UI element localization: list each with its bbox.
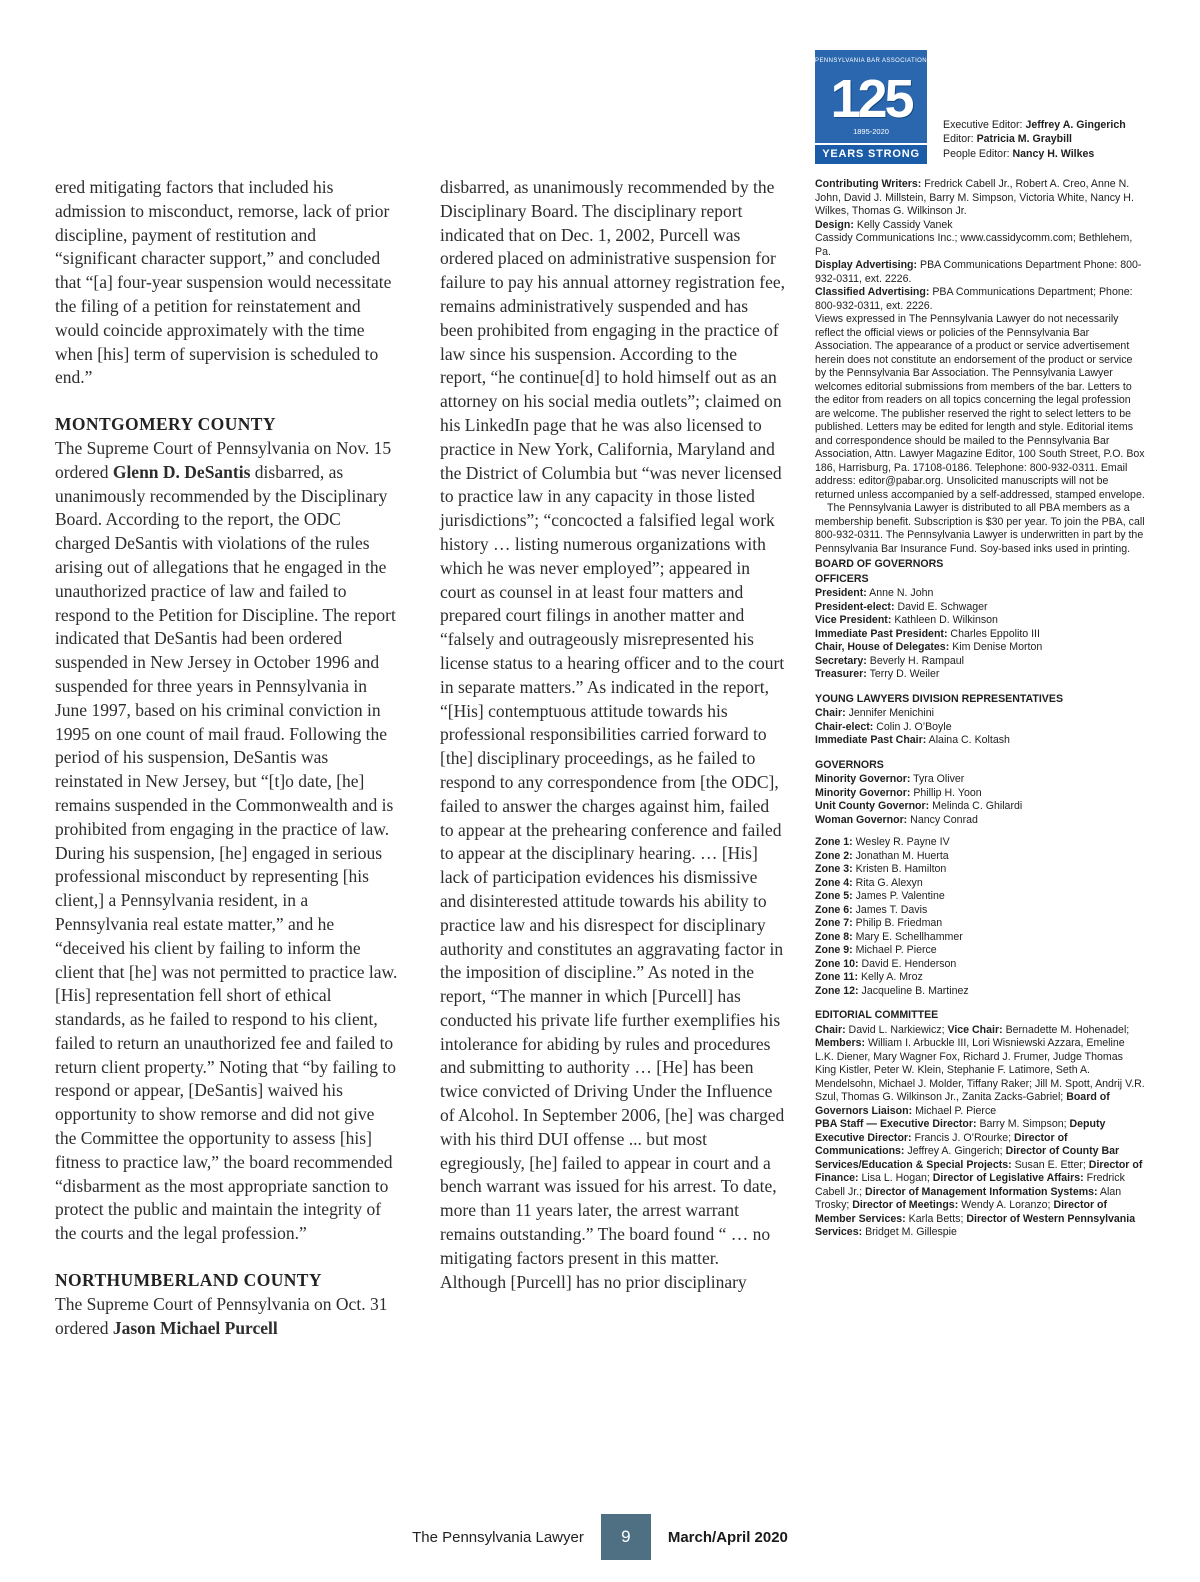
- officer-entry: [815, 655, 1145, 669]
- governor-name: Phillip H. Yoon: [913, 786, 982, 799]
- officer-title: President:: [815, 587, 867, 599]
- zone-entry: [815, 863, 1145, 877]
- yld-entry: [815, 734, 1145, 748]
- section-heading-northumberland: NORTHUMBERLAND COUNTY: [55, 1270, 322, 1291]
- governor-name: Tyra Oliver: [913, 773, 965, 785]
- editorial-committee-list: Chair: David L. Narkiewicz; Vice Chair: Bernadette M. Hohenadel; Members: William I. Arbuckle III, Lori Wisniewski Azzara, Emeline L.K. Diener, Mary Wagner Fox, Richard J. Frumer, Judge Thomas King Kistler, Peter W. Klein, Stephanie F. Latimore, Seth A. Mendelsohn, Michael J. Molder, Tiffany Raker; Jill M. Spott, Andrij V.R. Szul, Thomas G. Wilkinson Jr., Zanita Zacks-Gabriel; Board of Governors Liaison: Michael P. Pierce: [815, 1023, 1145, 1117]
- governor-entry: [815, 800, 1145, 814]
- classified-advertising: [815, 286, 1145, 313]
- officer-entry: [815, 668, 1145, 682]
- editorial-committee-heading: EDITORIAL COMMITTEE: [815, 1009, 939, 1021]
- display-advertising: [815, 259, 1145, 286]
- paragraph-text: The Supreme Court of Pennsylvania on Oct. 31 ordered: [55, 1293, 388, 1338]
- zone-entry: [815, 944, 1145, 958]
- editor-line: [943, 133, 1126, 147]
- zone-name: James T. Davis: [855, 903, 928, 916]
- classified-advertising-text: PBA Communications Department; Phone: 800-932-0311, ext. 2226.: [815, 286, 1133, 312]
- yld-title: Immediate Past Chair:: [815, 734, 927, 746]
- design-name: Kelly Cassidy Vanek: [856, 218, 953, 231]
- display-advertising-text: PBA Communications Department Phone: 800-932-0311, ext. 2226.: [815, 259, 1142, 285]
- zone-label: Zone 11:: [815, 971, 858, 983]
- officer-name: Kim Denise Morton: [952, 641, 1043, 653]
- officer-name: David E. Schwager: [897, 600, 988, 613]
- design-label: Design:: [815, 218, 854, 231]
- zone-label: Zone 5:: [815, 890, 853, 902]
- article-paragraph-northumberland: [55, 1293, 400, 1341]
- zone-label: Zone 1:: [815, 836, 853, 848]
- logo-tagline: YEARS STRONG: [815, 143, 927, 165]
- article-paragraph-montgomery: [55, 437, 400, 1246]
- logo-org-name: PENNSYLVANIA BAR ASSOCIATION: [815, 58, 927, 64]
- governor-title: Minority Governor:: [815, 773, 911, 785]
- zone-name: David E. Henderson: [861, 957, 957, 970]
- zone-entry: [815, 836, 1145, 850]
- paragraph-text: disbarred, as unanimously recommended by the Disciplinary Board. According to the report, the ODC charged DeSantis with violations of the rules arising out of allegations that he engaged in the unauthorized practice of law and failed to respond to the Petition for Discipline. The report indicated that DeSantis had been ordered suspended in New Jersey in October 1996 and suspended for three years in Pennsylvania in June 1997, based on his criminal conviction in 1995 on one count of mail fraud. Following the period of his suspension, DeSantis was reinstated in New Jersey, but “[t]o date, [he] remains suspended in the Commonwealth and is prohibited from engaging in the practice of law. During his suspension, [he] engaged in serious professional misconduct by representing [his client,] a Pennsylvania resident, in a Pennsylvania real estate matter,” and he “deceived his client by failing to inform the client that [he] was not permitted to practice law. [His] representation fell short of ethical standards, as he failed to respond to his client, failed to return an unauthorized fee and failed to return client property.” Noting that “by failing to respond or appear, [DeSantis] waived his opportunity to show remorse and did not give the Committee the opportunity to assess [his] fitness to practice law,” the board recommended “disbarment as the most appropriate sanction to protect the public and maintain the integrity of the courts and the legal profession.”: [55, 461, 398, 1244]
- editor-name: Jeffrey A. Gingerich: [1025, 118, 1126, 131]
- pba-125-anniversary-logo: [815, 50, 927, 164]
- governor-name: Melinda C. Ghilardi: [932, 800, 1023, 812]
- zone-label: Zone 8:: [815, 930, 853, 943]
- zone-name: Kelly A. Mroz: [860, 971, 923, 983]
- page-number-badge: 9: [601, 1514, 651, 1560]
- officer-title: Chair, House of Delegates:: [815, 641, 950, 653]
- zone-label: Zone 6:: [815, 903, 853, 916]
- paragraph-text: The Supreme Court of Pennsylvania on Nov. 15 ordered: [55, 437, 392, 482]
- governor-entry: [815, 787, 1145, 801]
- editor-line: [943, 119, 1126, 133]
- masthead-sidebar: [815, 50, 1145, 1240]
- officer-name: Beverly H. Rampaul: [869, 654, 964, 667]
- logo-years: 1895-2020: [853, 126, 889, 136]
- masthead-top: [815, 50, 1145, 164]
- zone-entry: [815, 877, 1145, 891]
- officer-entry: [815, 628, 1145, 642]
- zone-label: Zone 3:: [815, 863, 853, 875]
- zone-label: Zone 12:: [815, 984, 859, 997]
- page-footer: [0, 1514, 1200, 1560]
- subscription-paragraph: The Pennsylvania Lawyer is distributed to all PBA members as a membership benefit. Subscription is $30 per year. To join the PBA, call 800-932-0311. The Pennsylvania Lawyer is underwritten in part by the Pennsylvania Bar Insurance Fund. Soy-based inks used in printing.: [815, 502, 1145, 555]
- zone-name: Wesley R. Payne IV: [855, 836, 950, 848]
- officer-name: Anne N. John: [869, 587, 934, 599]
- governors-heading: GOVERNORS: [815, 758, 884, 771]
- officer-name: Charles Eppolito III: [950, 627, 1040, 640]
- contributing-writers-label: Contributing Writers:: [815, 178, 922, 190]
- yld-heading: YOUNG LAWYERS DIVISION REPRESENTATIVES: [815, 692, 1064, 705]
- zone-label: Zone 10:: [815, 957, 859, 970]
- zone-name: Rita G. Alexyn: [855, 876, 923, 889]
- editor-label: Executive Editor:: [943, 118, 1023, 131]
- zone-name: Philip B. Friedman: [855, 917, 943, 929]
- zone-label: Zone 4:: [815, 876, 853, 889]
- zone-name: Mary E. Schellhammer: [855, 930, 963, 943]
- zone-entry: [815, 917, 1145, 931]
- editor-label: Editor:: [943, 133, 974, 145]
- left-column: [55, 176, 400, 1340]
- issue-date: March/April 2020: [667, 1528, 788, 1546]
- display-advertising-label: Display Advertising:: [815, 259, 918, 271]
- officer-entry: [815, 641, 1145, 655]
- officer-title: President-elect:: [815, 600, 895, 613]
- zone-label: Zone 2:: [815, 849, 853, 862]
- zone-name: Jonathan M. Huerta: [855, 849, 949, 862]
- editor-label: People Editor:: [943, 147, 1010, 160]
- governor-title: Minority Governor:: [815, 786, 911, 799]
- zone-label: Zone 9:: [815, 944, 853, 956]
- yld-title: Chair-elect:: [815, 720, 874, 733]
- board-of-governors-heading: BOARD OF GOVERNORS: [815, 558, 944, 570]
- zone-name: Michael P. Pierce: [855, 944, 937, 956]
- middle-column: [440, 176, 785, 1340]
- design-credit: [815, 219, 1145, 260]
- editor-line: [943, 148, 1126, 162]
- officer-entry: [815, 614, 1145, 628]
- journal-name: The Pennsylvania Lawyer: [412, 1528, 584, 1546]
- zones-list: [815, 836, 1145, 998]
- officer-title: Treasurer:: [815, 668, 867, 680]
- zone-name: James P. Valentine: [855, 890, 945, 902]
- disclaimer-paragraph: Views expressed in The Pennsylvania Lawyer do not necessarily reflect the official views or policies of the Pennsylvania Bar Association. The appearance of a product or service advertisement herein does not constitute an endorsement of the product or service by the Pennsylvania Bar Association. The Pennsylvania Lawyer welcomes editorial submissions from members of the bar. Letters to the editor from readers on all topics concerning the legal profession are welcome. The publisher reserved the right to select letters to be published. Letters may be edited for length and style. Editorial items and correspondence should be mailed to the Pennsylvania Bar Association, Attn. Lawyer Magazine Editor, 100 South Street, P.O. Box 186, Harrisburg, Pa. 17108-0186. Telephone: 800-932-0311. Email address: editor@pabar.org. Unsolicited manuscripts will not be returned unless accompanied by a self-addressed, stamped envelope.: [815, 313, 1145, 501]
- zone-entry: [815, 931, 1145, 945]
- officer-title: Immediate Past President:: [815, 627, 948, 640]
- governor-title: Unit County Governor:: [815, 800, 930, 812]
- zone-entry: [815, 890, 1145, 904]
- contributing-writers: [815, 178, 1145, 219]
- yld-name: Jennifer Menichini: [848, 707, 934, 719]
- officer-title: Secretary:: [815, 654, 867, 667]
- zone-name: Jacqueline B. Martinez: [861, 984, 969, 997]
- yld-entry: [815, 721, 1145, 735]
- governor-entry: [815, 814, 1145, 828]
- yld-name: Colin J. O’Boyle: [876, 720, 952, 733]
- contributing-writers-list: Fredrick Cabell Jr., Robert A. Creo, Anne N. John, David J. Millstein, Barry M. Simpson, Victoria White, Nancy H. Wilkes, Thomas G. Wilkinson Jr.: [815, 178, 1134, 217]
- governor-entry: [815, 773, 1145, 787]
- governor-name: Nancy Conrad: [910, 813, 978, 826]
- officer-entry: [815, 587, 1145, 601]
- pba-staff-list: PBA Staff — Executive Director: Barry M. Simpson; Deputy Executive Director: Francis J. O’Rourke; Director of Communications: Jeffrey A. Gingerich; Director of County Bar Services/Education & Special Projects: Susan E. Etter; Director of Finance: Lisa L. Hogan; Director of Legislative Affairs: Fredrick Cabell Jr.; Director of Management Information Systems: Alan Trosky; Director of Meetings: Wendy A. Loranzo; Director of Member Services: Karla Betts; Director of Western Pennsylvania Services: Bridget M. Gillespie: [815, 1118, 1143, 1238]
- respondent-name: Glenn D. DeSantis: [112, 461, 251, 482]
- article-paragraph-purcell: disbarred, as unanimously recommended by the Disciplinary Board. The disciplinary report indicated that on Dec. 1, 2002, Purcell was ordered placed on administrative suspension for failure to pay his annual attorney registration fee, remains administratively suspended and has been prohibited from engaging in the practice of law since his suspension. According to the report, “he continue[d] to hold himself out as an attorney on his social media outlets”; claimed on his LinkedIn page that he was also licensed to practice in New York, California, Maryland and the District of Columbia but “was never licensed to practice law in any capacity in those listed jurisdictions”; “concocted a falsified legal work history … listing numerous organizations with which he was never employed”; appeared in court as counsel in at least four matters and prepared court filings in another matter and “falsely and outrageously misrepresented his license status to a hearing officer and to the court in separate matters.” As indicated in the report, “[His] contemptuous attitude towards his professional responsibilities carried forward to [the] disciplinary proceedings, as he failed to respond to any correspondence from [the ODC], failed to answer the charges against him, failed to appear at the prehearing conference and failed to appear at the disciplinary hearing. … [His] lack of participation evidences his dismissive and disinterested attitude towards his ability to practice law and his disrespect for disciplinary authority and constitutes an aggravating factor in the imposition of discipline.” As noted in the report, “The manner in which [Purcell] has conducted his private life further exemplifies his intolerance for abiding by rules and procedures and submitting to authority … [He] has been twice convicted of Driving Under the Influence of Alcohol. In September 2006, [he] was charged with his third DUI offense ... but most egregiously, [he] failed to appear in court and a bench warrant was issued for his arrest. To date, more than 11 years later, the arrest warrant remains outstanding.” The board found “ … no mitigating factors present in this matter. Although [Purcell] has no prior disciplinary: [440, 177, 786, 1292]
- zone-entry: [815, 971, 1145, 985]
- officers-heading: OFFICERS: [815, 572, 869, 585]
- zone-name: Kristen B. Hamilton: [855, 863, 947, 875]
- article-paragraph-continuation: ered mitigating factors that included his admission to misconduct, remorse, lack of prior discipline, payment of restitution and “significant character support,” and concluded that “[a] four-year suspension would necessitate the filing of a petition for reinstatement and would coincide approximately with the time when [his] term of supervision is scheduled to end.”: [55, 177, 392, 388]
- article-columns: [55, 176, 785, 1340]
- yld-title: Chair:: [815, 707, 846, 719]
- officer-title: Vice President:: [815, 614, 892, 626]
- design-company: Cassidy Communications Inc.; www.cassidycomm.com; Bethlehem, Pa.: [815, 232, 1133, 258]
- editors-block: [943, 118, 1126, 165]
- officer-name: Kathleen D. Wilkinson: [894, 614, 998, 626]
- yld-name: Alaina C. Koltash: [928, 734, 1010, 746]
- zone-entry: [815, 958, 1145, 972]
- editor-name: Patricia M. Graybill: [976, 133, 1072, 145]
- officer-name: Terry D. Weiler: [869, 668, 940, 680]
- zone-entry: [815, 904, 1145, 918]
- zone-entry: [815, 850, 1145, 864]
- logo-number-125: 125: [830, 68, 912, 129]
- governor-title: Woman Governor:: [815, 813, 908, 826]
- editor-name: Nancy H. Wilkes: [1012, 147, 1095, 160]
- zone-label: Zone 7:: [815, 917, 853, 929]
- classified-advertising-label: Classified Advertising:: [815, 286, 930, 298]
- yld-entry: [815, 707, 1145, 721]
- section-heading-montgomery: MONTGOMERY COUNTY: [55, 414, 276, 435]
- zone-entry: [815, 985, 1145, 999]
- respondent-name: Jason Michael Purcell: [112, 1317, 278, 1338]
- officer-entry: [815, 601, 1145, 615]
